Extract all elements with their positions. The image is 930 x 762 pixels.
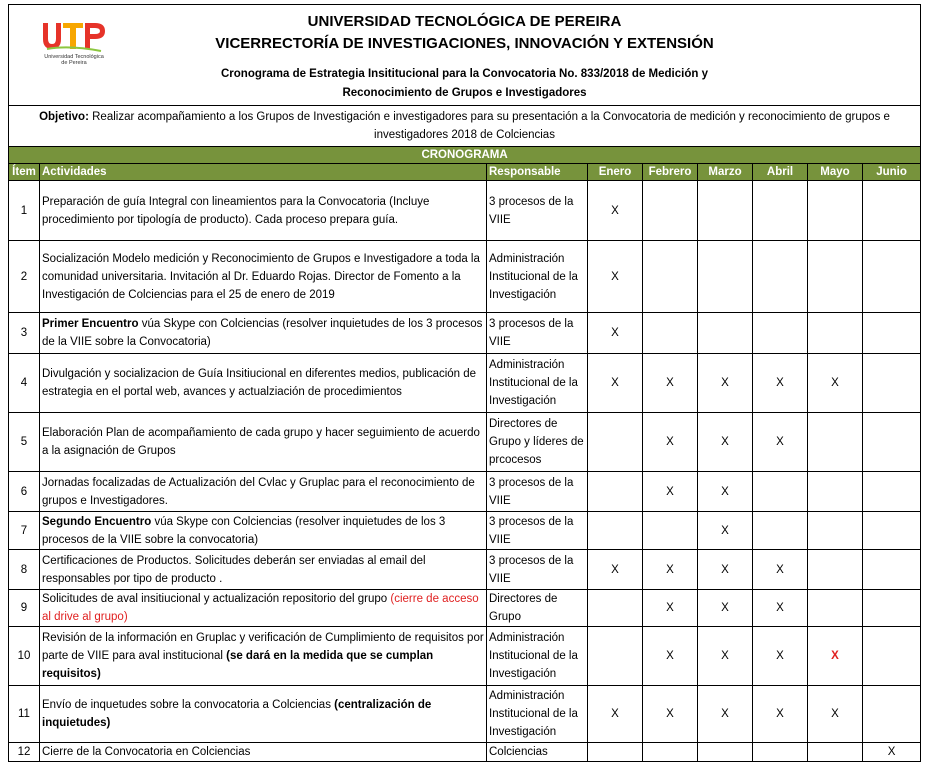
mark-junio xyxy=(863,354,921,413)
activity-bold-lead: Segundo Encuentro xyxy=(42,515,152,528)
mark-febrero xyxy=(643,743,698,762)
mark-abril xyxy=(753,512,808,550)
mark-marzo xyxy=(698,743,753,762)
mark-enero xyxy=(588,472,643,512)
mark-marzo xyxy=(698,241,753,313)
activity-text: Cierre de la Convocatoria en Colciencias xyxy=(42,746,251,758)
mark-mayo xyxy=(808,512,863,550)
mark-mayo xyxy=(808,590,863,627)
schedule-mark: X xyxy=(666,436,674,448)
activity-bold-note: (se dará en la medida que se cumplan requisitos) xyxy=(42,650,434,680)
schedule-mark: X xyxy=(831,708,839,720)
schedule-mark: X xyxy=(776,563,784,576)
schedule-mark: X xyxy=(611,708,619,720)
table-row xyxy=(9,590,921,627)
mark-marzo xyxy=(698,686,753,743)
objective-cell xyxy=(9,106,921,147)
mark-junio xyxy=(863,550,921,590)
row-responsible: 3 procesos de la VIIE xyxy=(487,550,588,590)
schedule-table xyxy=(8,146,921,762)
mark-febrero xyxy=(643,241,698,313)
mark-mayo xyxy=(808,181,863,241)
table-row xyxy=(9,743,921,762)
mark-junio xyxy=(863,413,921,472)
mark-enero xyxy=(588,354,643,413)
row-item-number: 8 xyxy=(9,550,40,590)
schedule-mark: X xyxy=(721,524,729,537)
mark-marzo xyxy=(698,313,753,354)
mark-enero xyxy=(588,181,643,241)
mark-abril xyxy=(753,354,808,413)
schedule-document xyxy=(8,4,920,762)
col-month-febrero: Febrero xyxy=(643,164,698,181)
mark-febrero xyxy=(643,590,698,627)
schedule-mark: X xyxy=(776,602,784,614)
mark-enero xyxy=(588,686,643,743)
activity-text: Revisión de la información en Gruplac y verificación de Cumplimiento de requisitos por parte de VIIE para aval institucional xyxy=(42,632,484,662)
mark-marzo xyxy=(698,181,753,241)
mark-mayo xyxy=(808,686,863,743)
table-row xyxy=(9,686,921,743)
mark-junio xyxy=(863,241,921,313)
university-name: UNIVERSIDAD TECNOLÓGICA DE PEREIRA xyxy=(307,13,622,30)
row-item-number: 7 xyxy=(9,512,40,550)
column-header-row xyxy=(9,164,921,181)
row-item-number: 2 xyxy=(9,241,40,313)
objective-label: Objetivo: xyxy=(39,111,89,123)
schedule-mark: X xyxy=(666,602,674,614)
header-table xyxy=(8,4,921,147)
mark-marzo xyxy=(698,354,753,413)
col-month-enero: Enero xyxy=(588,164,643,181)
schedule-mark: X xyxy=(611,327,619,339)
activity-text: Certificaciones de Productos. Solicitudes deberán ser enviadas al email del responsables por tipo de producto . xyxy=(42,554,426,585)
office-name: VICERRECTORÍA DE INVESTIGACIONES, INNOVACIÓN Y EXTENSIÓN xyxy=(215,35,714,52)
schedule-mark: X xyxy=(887,746,896,758)
row-responsible: 3 procesos de la VIIE xyxy=(487,181,588,241)
mark-junio xyxy=(863,313,921,354)
schedule-subtitle-1: Cronograma de Estrategia Insititucional para la Convocatoria No. 833/2018 de Medición y xyxy=(221,68,708,80)
mark-junio xyxy=(863,627,921,686)
table-row xyxy=(9,512,921,550)
mark-abril xyxy=(753,313,808,354)
row-activity xyxy=(40,241,487,313)
schedule-mark: X xyxy=(611,563,619,576)
mark-marzo xyxy=(698,512,753,550)
row-activity xyxy=(40,413,487,472)
row-activity xyxy=(40,472,487,512)
mark-febrero xyxy=(643,686,698,743)
row-item-number: 6 xyxy=(9,472,40,512)
row-item-number: 3 xyxy=(9,313,40,354)
mark-enero xyxy=(588,590,643,627)
mark-marzo xyxy=(698,627,753,686)
mark-mayo xyxy=(808,313,863,354)
mark-junio xyxy=(863,512,921,550)
row-activity xyxy=(40,354,487,413)
row-responsible: Directores de Grupo y líderes de prcocesos xyxy=(487,413,588,472)
mark-junio xyxy=(863,743,921,762)
schedule-mark: X xyxy=(721,485,729,498)
activity-text: Socialización Modelo medición y Reconocimiento de Grupos e Investigadore a toda la comunidad universitaria. Invitación al Dr. Eduardo Rojas. Director de Fomento a la Investigación de Colciencias para el 25 de enero de 2019 xyxy=(42,252,480,301)
logo-caption: Universidad Tecnológica xyxy=(44,54,104,60)
table-row xyxy=(9,550,921,590)
row-activity xyxy=(40,313,487,354)
mark-mayo xyxy=(808,472,863,512)
schedule-mark: X xyxy=(611,377,619,389)
row-item-number: 4 xyxy=(9,354,40,413)
mark-abril xyxy=(753,743,808,762)
activity-text: Solicitudes de aval insitiucional y actualización repositorio del grupo xyxy=(42,593,391,605)
schedule-mark: X xyxy=(721,377,729,389)
mark-febrero xyxy=(643,550,698,590)
mark-febrero xyxy=(643,181,698,241)
svg-text:de Pereira: de Pereira xyxy=(61,60,87,66)
mark-mayo xyxy=(808,743,863,762)
table-row xyxy=(9,627,921,686)
activity-text: Jornadas focalizadas de Actualización del Cvlac y Gruplac para el reconocimiento de grupos e Investigadores. xyxy=(42,476,475,507)
mark-abril xyxy=(753,686,808,743)
mark-abril xyxy=(753,590,808,627)
mark-junio xyxy=(863,472,921,512)
col-month-junio: Junio xyxy=(863,164,921,181)
table-row xyxy=(9,313,921,354)
mark-abril xyxy=(753,413,808,472)
mark-enero xyxy=(588,413,643,472)
activity-text: vúa Skype con Colciencias (resolver inquietudes de los 3 procesos de la VIIE sobre la convocatoria) xyxy=(42,515,446,546)
row-responsible: 3 procesos de la VIIE xyxy=(487,313,588,354)
row-responsible: Administración Institucional de la Investigación xyxy=(487,354,588,413)
schedule-mark: X xyxy=(666,485,674,498)
col-activity: Actividades xyxy=(40,164,487,181)
row-item-number: 12 xyxy=(9,743,40,762)
mark-mayo xyxy=(808,354,863,413)
schedule-subtitle-2: Reconocimiento de Grupos e Investigadores xyxy=(342,87,587,99)
row-activity xyxy=(40,590,487,627)
header-cell xyxy=(9,5,921,106)
col-responsible: Responsable xyxy=(487,164,588,181)
schedule-mark: X xyxy=(666,563,674,576)
row-activity xyxy=(40,686,487,743)
cronograma-banner: CRONOGRAMA xyxy=(9,147,921,164)
row-item-number: 5 xyxy=(9,413,40,472)
mark-abril xyxy=(753,627,808,686)
col-month-abril: Abril xyxy=(753,164,808,181)
mark-junio xyxy=(863,181,921,241)
schedule-mark: X xyxy=(666,650,674,662)
row-responsible: Administración Institucional de la Investigación xyxy=(487,627,588,686)
schedule-mark: X xyxy=(831,377,839,389)
mark-mayo xyxy=(808,241,863,313)
col-month-mayo: Mayo xyxy=(808,164,863,181)
mark-abril xyxy=(753,241,808,313)
activity-text: Divulgación y socializacion de Guía Insitiucional en diferentes medios, publicación de estrategia en el portal web, avances y actualziación de procedimientos xyxy=(42,368,477,398)
col-month-marzo: Marzo xyxy=(698,164,753,181)
schedule-mark: X xyxy=(776,708,784,720)
mark-febrero xyxy=(643,413,698,472)
mark-abril xyxy=(753,181,808,241)
mark-febrero xyxy=(643,313,698,354)
activity-text: vúa Skype con Colciencias (resolver inquietudes de los 3 procesos de la VIIE sobre la Convocatoria) xyxy=(42,318,483,348)
row-responsible: Directores de Grupo xyxy=(487,590,588,627)
mark-enero xyxy=(588,241,643,313)
mark-marzo xyxy=(698,472,753,512)
utp-logo-letters xyxy=(43,23,105,51)
mark-febrero xyxy=(643,512,698,550)
objective-text: Realizar acompañamiento a los Grupos de Investigación e investigadores para su presentación a la Convocatoria de medición y reconocimiento de grupos e investigadores 2018 de Colciencias xyxy=(92,111,890,141)
row-responsible: Colciencias xyxy=(487,743,588,762)
schedule-mark: X xyxy=(721,602,729,614)
schedule-mark: X xyxy=(611,270,619,283)
mark-marzo xyxy=(698,413,753,472)
schedule-mark: X xyxy=(666,377,674,389)
row-item-number: 10 xyxy=(9,627,40,686)
row-item-number: 9 xyxy=(9,590,40,627)
row-activity xyxy=(40,627,487,686)
mark-mayo xyxy=(808,413,863,472)
mark-enero xyxy=(588,627,643,686)
row-responsible: 3 procesos de la VIIE xyxy=(487,512,588,550)
row-activity xyxy=(40,743,487,762)
mark-marzo xyxy=(698,590,753,627)
mark-enero xyxy=(588,512,643,550)
schedule-mark: X xyxy=(721,563,729,576)
mark-abril xyxy=(753,472,808,512)
mark-abril xyxy=(753,550,808,590)
schedule-mark: X xyxy=(721,708,729,720)
mark-mayo xyxy=(808,627,863,686)
table-row xyxy=(9,413,921,472)
mark-enero xyxy=(588,550,643,590)
row-activity xyxy=(40,181,487,241)
activity-red-note: (cierre de acceso al drive al grupo) xyxy=(42,593,479,623)
mark-junio xyxy=(863,686,921,743)
row-item-number: 1 xyxy=(9,181,40,241)
table-row xyxy=(9,241,921,313)
row-item-number: 11 xyxy=(9,686,40,743)
mark-marzo xyxy=(698,550,753,590)
schedule-mark: X xyxy=(776,650,784,662)
activity-text: Preparación de guía Integral con lineamientos para la Convocatoria (Incluye procedimiento por tipología de producto). Cada proceso prepara guía. xyxy=(42,195,430,226)
mark-mayo xyxy=(808,550,863,590)
schedule-mark: X xyxy=(721,650,729,662)
mark-enero xyxy=(588,743,643,762)
table-row xyxy=(9,354,921,413)
schedule-mark: X xyxy=(721,436,729,448)
row-activity xyxy=(40,512,487,550)
mark-febrero xyxy=(643,354,698,413)
row-responsible: 3 procesos de la VIIE xyxy=(487,472,588,512)
mark-febrero xyxy=(643,627,698,686)
schedule-mark: X xyxy=(666,708,674,720)
schedule-mark: X xyxy=(611,204,619,217)
table-row xyxy=(9,472,921,512)
mark-junio xyxy=(863,590,921,627)
activity-text: Envío de inquetudes sobre la convocatoria a Colciencias xyxy=(42,699,335,711)
mark-febrero xyxy=(643,472,698,512)
col-item: Ítem xyxy=(9,164,40,181)
schedule-mark: X xyxy=(776,377,784,389)
row-responsible: Administración Institucional de la Investigación xyxy=(487,686,588,743)
mark-enero xyxy=(588,313,643,354)
row-responsible: Administración Institucional de la Investigación xyxy=(487,241,588,313)
schedule-mark: X xyxy=(831,650,839,662)
activity-bold-lead: Primer Encuentro xyxy=(42,318,139,330)
schedule-rows xyxy=(9,181,921,762)
activity-bold-note: (centralización de inquietudes) xyxy=(42,699,432,729)
utp-logo xyxy=(39,19,109,67)
table-row xyxy=(9,181,921,241)
row-activity xyxy=(40,550,487,590)
schedule-mark: X xyxy=(776,436,784,448)
activity-text: Elaboración Plan de acompañamiento de cada grupo y hacer seguimiento de acuerdo a la asignación de Grupos xyxy=(42,427,480,457)
